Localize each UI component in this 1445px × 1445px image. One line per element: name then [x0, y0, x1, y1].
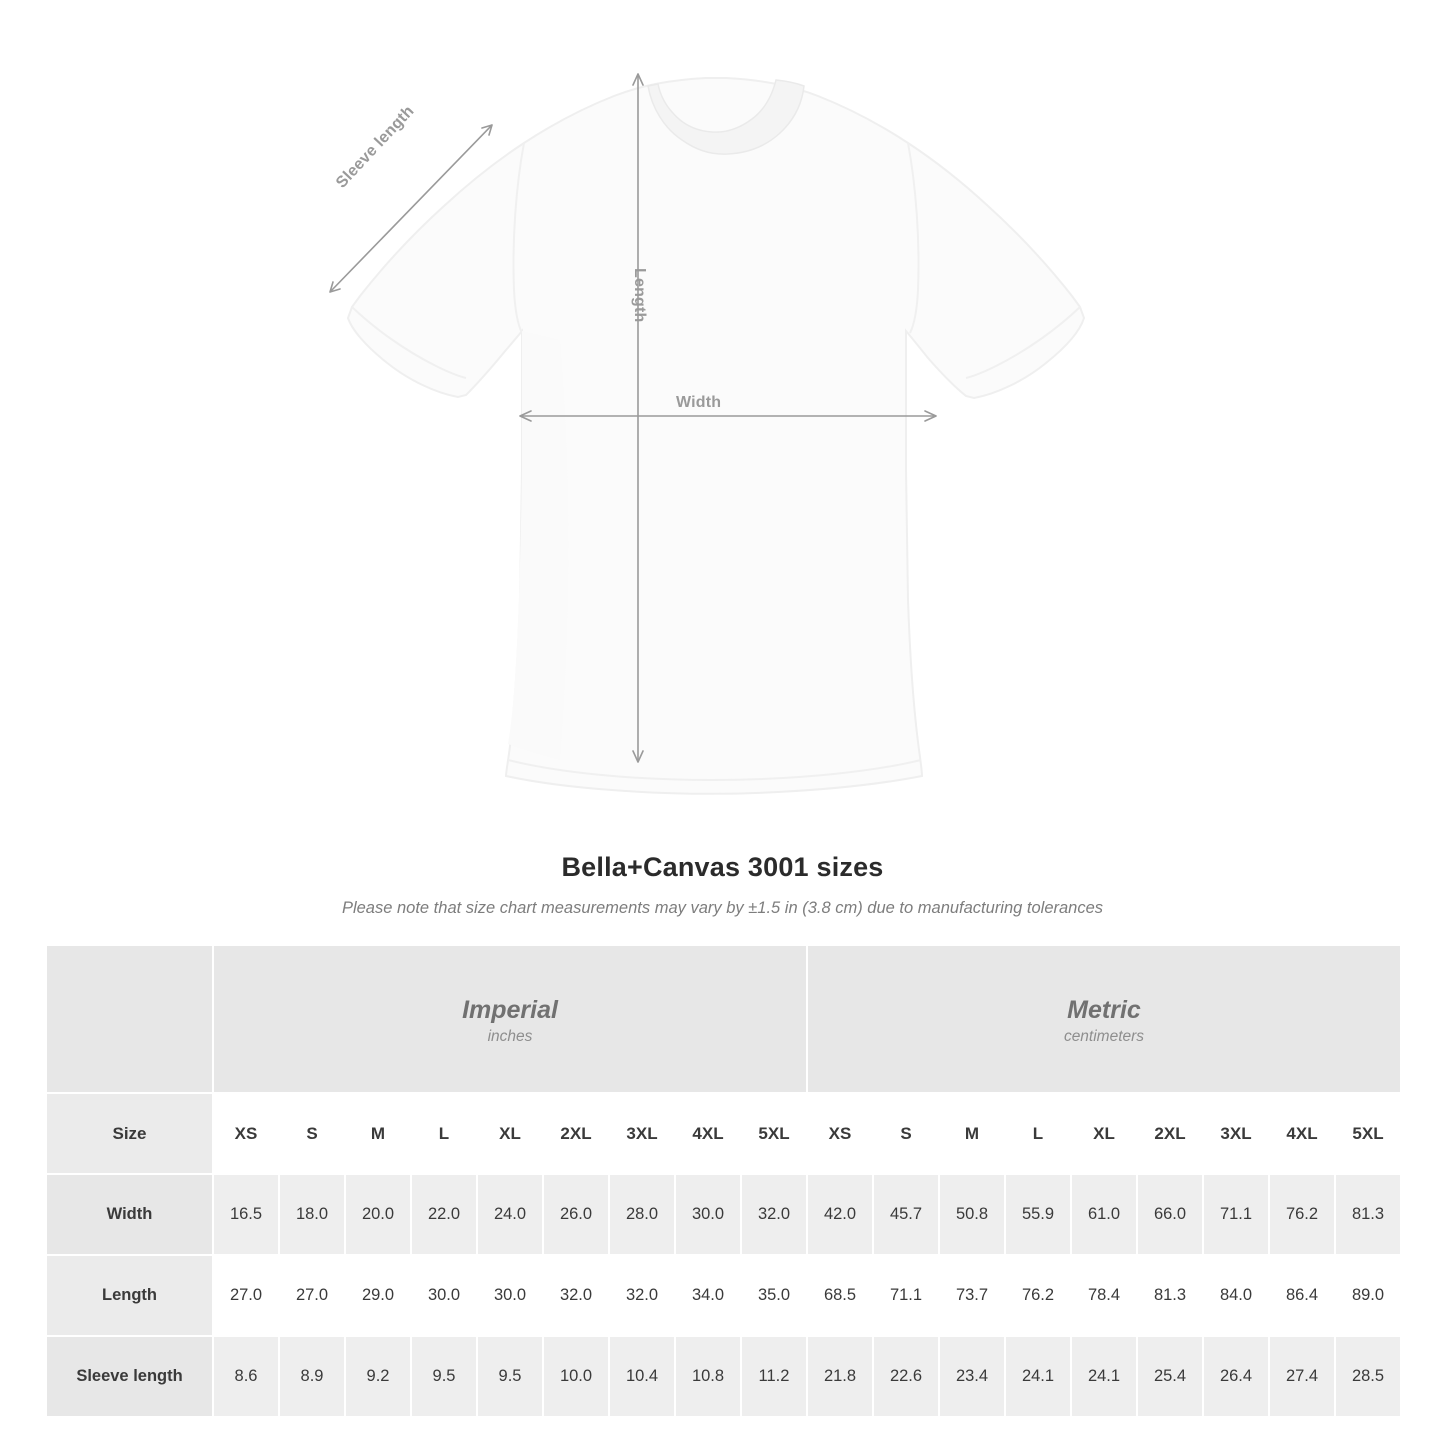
tshirt-shape: [348, 78, 1084, 794]
cell: 27.0: [279, 1255, 345, 1336]
cell: 29.0: [345, 1255, 411, 1336]
cell: 16.5: [213, 1174, 279, 1255]
cell: 24.1: [1005, 1336, 1071, 1417]
col-header: 2XL: [1137, 1093, 1203, 1174]
chart-header: [0, 852, 1445, 918]
cell: 71.1: [873, 1255, 939, 1336]
col-header: 4XL: [1269, 1093, 1335, 1174]
cell: 9.5: [411, 1336, 477, 1417]
unit-group-imperial-name: Imperial: [462, 995, 558, 1024]
col-header: L: [1005, 1093, 1071, 1174]
cell: 24.0: [477, 1174, 543, 1255]
col-header: XS: [213, 1093, 279, 1174]
cell: 73.7: [939, 1255, 1005, 1336]
cell: 30.0: [675, 1174, 741, 1255]
unit-group-metric-name: Metric: [1067, 995, 1141, 1024]
col-header: S: [873, 1093, 939, 1174]
cell: 21.8: [807, 1336, 873, 1417]
cell: 45.7: [873, 1174, 939, 1255]
cell: 18.0: [279, 1174, 345, 1255]
size-header-row: [46, 1093, 1401, 1174]
unit-group-imperial: [213, 945, 807, 1093]
col-header: XS: [807, 1093, 873, 1174]
cell: 30.0: [477, 1255, 543, 1336]
cell: 35.0: [741, 1255, 807, 1336]
cell: 22.0: [411, 1174, 477, 1255]
col-header: 3XL: [1203, 1093, 1269, 1174]
table-row: [46, 1255, 1401, 1336]
col-header: M: [939, 1093, 1005, 1174]
cell: 81.3: [1335, 1174, 1401, 1255]
cell: 78.4: [1071, 1255, 1137, 1336]
tolerance-note: Please note that size chart measurements may vary by ±1.5 in (3.8 cm) due to manufacturing tolerances: [341, 899, 1104, 917]
cell: 89.0: [1335, 1255, 1401, 1336]
table-row: [46, 1336, 1401, 1417]
cell: 10.4: [609, 1336, 675, 1417]
cell: 22.6: [873, 1336, 939, 1417]
cell: 10.0: [543, 1336, 609, 1417]
col-header: 3XL: [609, 1093, 675, 1174]
cell: 20.0: [345, 1174, 411, 1255]
col-header: M: [345, 1093, 411, 1174]
col-header: XL: [477, 1093, 543, 1174]
cell: 26.4: [1203, 1336, 1269, 1417]
cell: 71.1: [1203, 1174, 1269, 1255]
cell: 9.2: [345, 1336, 411, 1417]
cell: 9.5: [477, 1336, 543, 1417]
col-header: 5XL: [741, 1093, 807, 1174]
cell: 32.0: [741, 1174, 807, 1255]
cell: 23.4: [939, 1336, 1005, 1417]
sleeve-length-label: Sleeve length: [333, 102, 418, 192]
cell: 26.0: [543, 1174, 609, 1255]
cell: 50.8: [939, 1174, 1005, 1255]
size-table: [45, 944, 1402, 1418]
unit-group-metric: [807, 945, 1401, 1093]
cell: 32.0: [609, 1255, 675, 1336]
cell: 86.4: [1269, 1255, 1335, 1336]
cell: 28.0: [609, 1174, 675, 1255]
col-header: S: [279, 1093, 345, 1174]
col-header: L: [411, 1093, 477, 1174]
cell: 81.3: [1137, 1255, 1203, 1336]
col-header: 4XL: [675, 1093, 741, 1174]
row-label-length: Length: [46, 1255, 213, 1336]
page-title: Bella+Canvas 3001 sizes: [561, 852, 884, 882]
col-header: 5XL: [1335, 1093, 1401, 1174]
cell: 28.5: [1335, 1336, 1401, 1417]
cell: 34.0: [675, 1255, 741, 1336]
length-label: Length: [631, 268, 648, 323]
col-header: XL: [1071, 1093, 1137, 1174]
cell: 10.8: [675, 1336, 741, 1417]
cell: 27.4: [1269, 1336, 1335, 1417]
width-label: Width: [676, 394, 722, 411]
unit-group-metric-sub: centimeters: [1063, 1028, 1145, 1046]
unit-header-row: [46, 945, 1401, 1093]
cell: 30.0: [411, 1255, 477, 1336]
cell: 42.0: [807, 1174, 873, 1255]
cell: 76.2: [1005, 1255, 1071, 1336]
cell: 8.6: [213, 1336, 279, 1417]
cell: 11.2: [741, 1336, 807, 1417]
cell: 68.5: [807, 1255, 873, 1336]
row-label-sleeve-length: Sleeve length: [46, 1336, 213, 1417]
cell: 84.0: [1203, 1255, 1269, 1336]
size-chart-container: [0, 944, 1445, 1418]
table-corner: [46, 945, 213, 1093]
cell: 55.9: [1005, 1174, 1071, 1255]
row-label-size: Size: [46, 1093, 213, 1174]
cell: 61.0: [1071, 1174, 1137, 1255]
row-label-width: Width: [46, 1174, 213, 1255]
cell: 24.1: [1071, 1336, 1137, 1417]
cell: 66.0: [1137, 1174, 1203, 1255]
cell: 8.9: [279, 1336, 345, 1417]
cell: 27.0: [213, 1255, 279, 1336]
col-header: 2XL: [543, 1093, 609, 1174]
cell: 76.2: [1269, 1174, 1335, 1255]
table-row: [46, 1174, 1401, 1255]
cell: 32.0: [543, 1255, 609, 1336]
cell: 25.4: [1137, 1336, 1203, 1417]
unit-group-imperial-sub: inches: [487, 1028, 533, 1046]
